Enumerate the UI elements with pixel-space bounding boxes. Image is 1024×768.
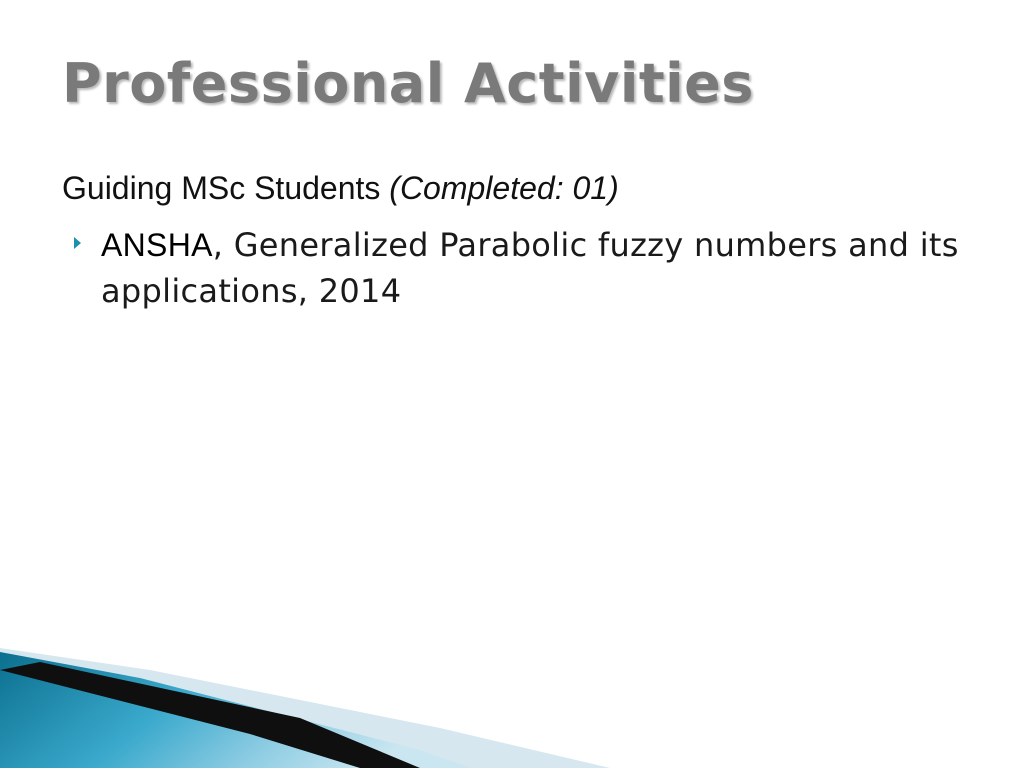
triangle-right-icon: [74, 237, 81, 249]
section-heading-main: Guiding MSc Students: [62, 170, 390, 206]
decorative-swoosh: [0, 640, 1024, 768]
section-heading-note: (Completed: 01): [389, 170, 619, 206]
slide-title: Professional Activities: [62, 52, 754, 115]
section-heading: [62, 170, 619, 207]
student-name: ANSHA: [101, 227, 213, 263]
bullet-text: [101, 222, 974, 314]
list-item: [74, 222, 974, 314]
bullet-list: [74, 222, 974, 314]
thesis-title: , Generalized Parabolic fuzzy numbers and its applications, 2014: [101, 226, 959, 310]
